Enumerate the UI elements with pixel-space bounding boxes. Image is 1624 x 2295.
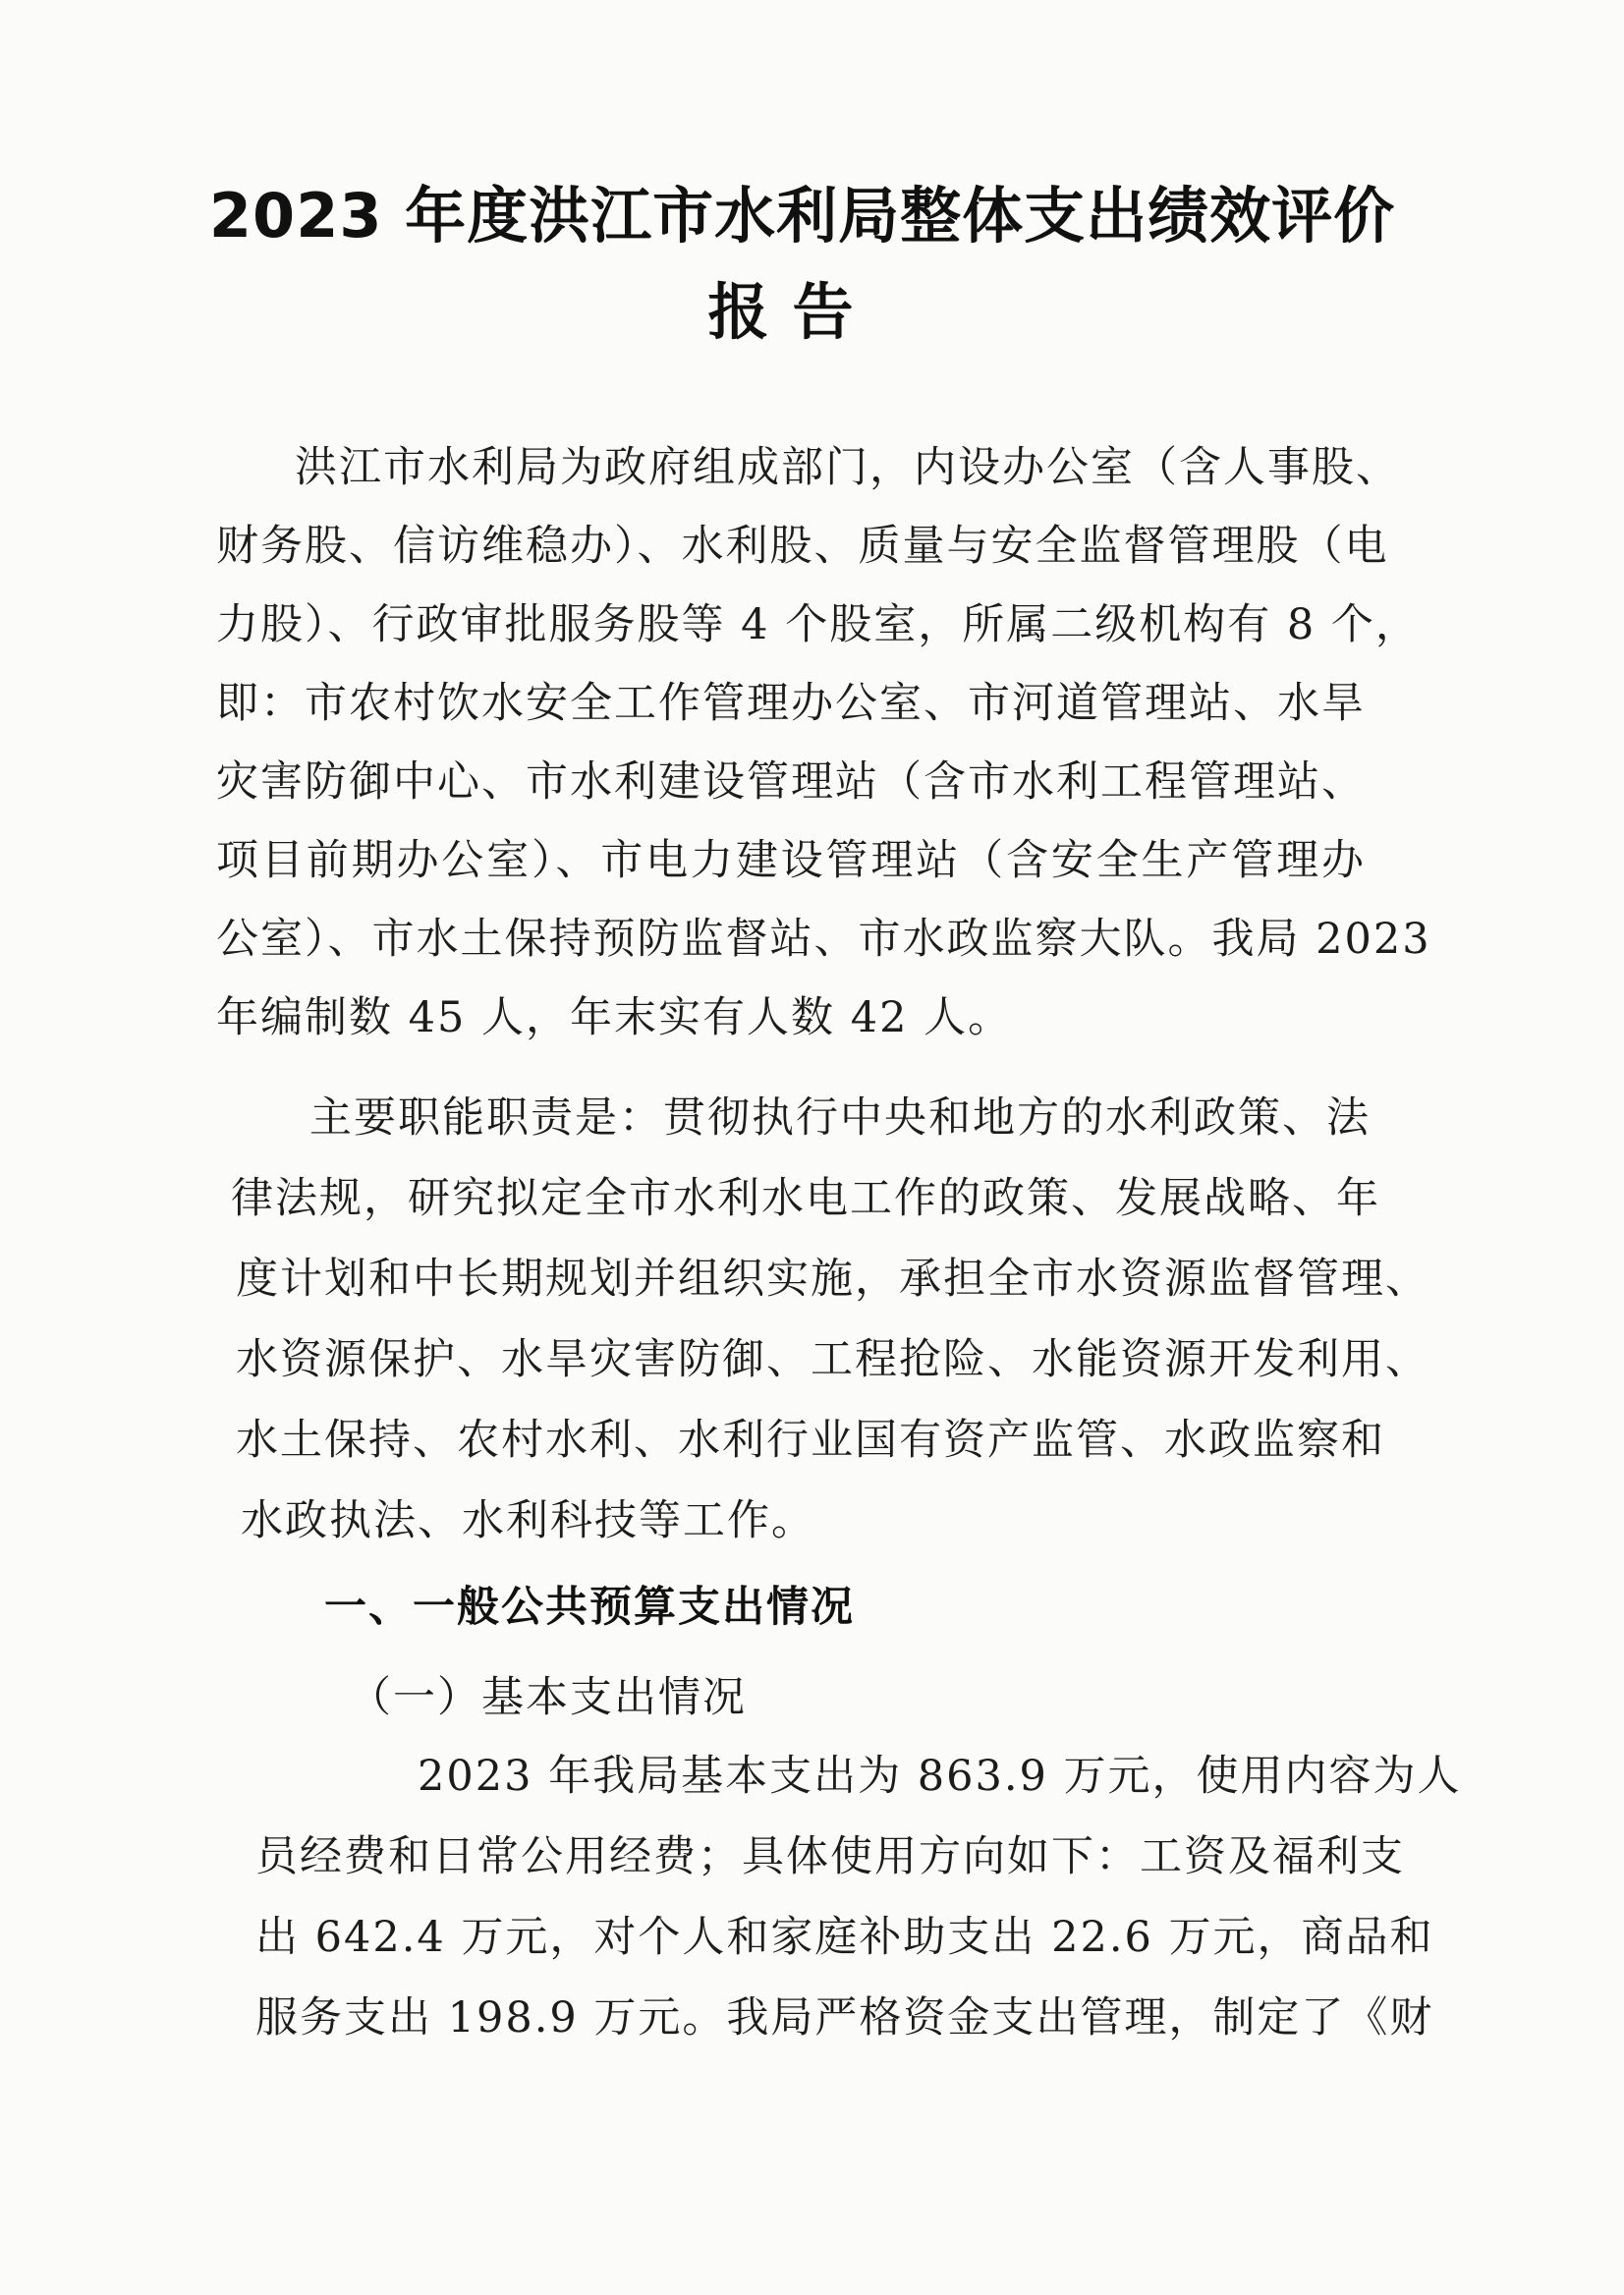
paragraph-2-line-2: 律法规，研究拟定全市水利水电工作的政策、发展战略、年 xyxy=(231,1174,1380,1223)
document-title-line-1: 2023 年度洪江市水利局整体支出绩效评价 xyxy=(208,180,1396,252)
subsection-heading: （一）基本支出情况 xyxy=(349,1673,747,1722)
paragraph-1-line-5: 灾害防御中心、市水利建设管理站（含市水利工程管理站、 xyxy=(216,757,1366,807)
paragraph-1-line-1: 洪江市水利局为政府组成部门，内设办公室（含人事股、 xyxy=(295,443,1400,492)
paragraph-2-line-1: 主要职能职责是：贯彻执行中央和地方的水利政策、法 xyxy=(309,1093,1371,1143)
paragraph-1-line-2: 财务股、信访维稳办）、水利股、质量与安全监督管理股（电 xyxy=(216,522,1389,571)
paragraph-3-line-4: 服务支出 198.9 万元。我局严格资金支出管理，制定了《财 xyxy=(255,1993,1434,2043)
paragraph-2-line-4: 水资源保护、水旱灾害防御、工程抢险、水能资源开发利用、 xyxy=(236,1335,1429,1384)
paragraph-2-line-5: 水土保持、农村水利、水利行业国有资产监管、水政监察和 xyxy=(236,1416,1385,1465)
document-title-line-2: 报告 xyxy=(707,276,877,348)
paragraph-1-line-8: 年编制数 45 人，年末实有人数 42 人。 xyxy=(216,993,1013,1042)
paragraph-3-line-1: 2023 年我局基本支出为 863.9 万元，使用内容为人 xyxy=(418,1752,1462,1801)
section-heading: 一、一般公共预算支出情况 xyxy=(324,1583,855,1632)
paragraph-2-line-3: 度计划和中长期规划并组织实施，承担全市水资源监督管理、 xyxy=(236,1255,1429,1304)
paragraph-3-line-2: 员经费和日常公用经费；具体使用方向如下：工资及福利支 xyxy=(255,1832,1405,1881)
paragraph-1-line-4: 即：市农村饮水安全工作管理办公室、市河道管理站、水旱 xyxy=(216,679,1366,728)
paragraph-1-line-7: 公室）、市水土保持预防监督站、市水政监察大队。我局 2023 xyxy=(216,915,1431,964)
paragraph-3-line-3: 出 642.4 万元，对个人和家庭补助支出 22.6 万元，商品和 xyxy=(255,1913,1434,1962)
paragraph-2-line-6: 水政执法、水利科技等工作。 xyxy=(241,1496,815,1545)
paragraph-1-line-6: 项目前期办公室）、市电力建设管理站（含安全生产管理办 xyxy=(216,836,1366,885)
paragraph-1-line-3: 力股）、行政审批服务股等 4 个股室，所属二级机构有 8 个， xyxy=(216,600,1420,649)
